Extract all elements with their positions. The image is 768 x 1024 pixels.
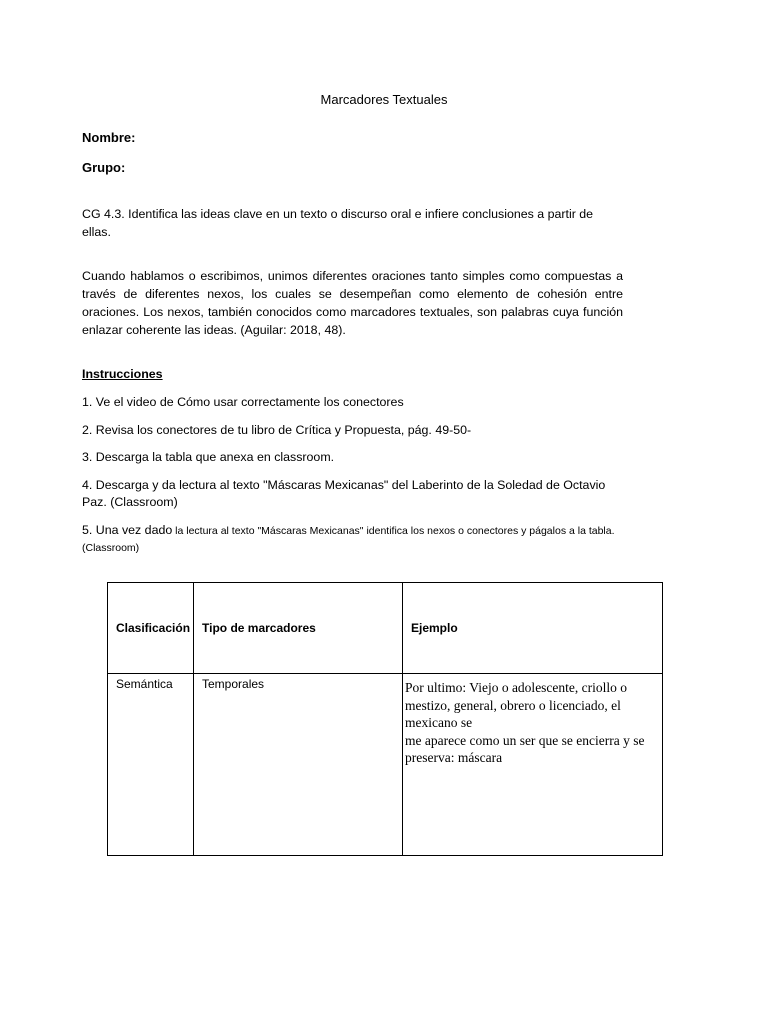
instruction-4: 4. Descarga y da lectura al texto "Máscaras Mexicanas" del Laberinto de la Soledad de Octavio Paz. (Classroom) bbox=[82, 478, 606, 509]
marcadores-table bbox=[107, 582, 663, 856]
intro-paragraph: Cuando hablamos o escribimos, unimos diferentes oraciones tanto simples como compuestas a través de diferentes nexos, los cuales se desempeñan como elemento de cohesión entre oraciones. Los nexos, también conocidos como marcadores textuales, son palabras cuya función enlazar coherente las ideas. (Aguilar: 2018, 48). bbox=[82, 269, 623, 337]
instruction-5 bbox=[82, 522, 627, 556]
cell-ejemplo bbox=[403, 674, 663, 856]
grupo-label: Grupo: bbox=[82, 160, 126, 175]
nombre-label: Nombre: bbox=[82, 130, 136, 145]
header-tipo: Tipo de marcadores bbox=[194, 583, 403, 674]
document-title: Marcadores Textuales bbox=[320, 92, 448, 107]
table-row bbox=[108, 674, 663, 856]
ejemplo-line-2: me aparece como un ser que se encierra y se preserva: máscara bbox=[405, 732, 645, 765]
header-clasificacion: Clasificación bbox=[108, 583, 194, 674]
competencia-text: CG 4.3. Identifica las ideas clave en un texto o discurso oral e infiere conclusiones a partir de ellas. bbox=[82, 207, 594, 239]
instruction-2: 2. Revisa los conectores de tu libro de Crítica y Propuesta, pág. 49-50- bbox=[82, 423, 472, 437]
header-ejemplo: Ejemplo bbox=[403, 583, 663, 674]
instruction-3: 3. Descarga la tabla que anexa en classroom. bbox=[82, 450, 335, 464]
ejemplo-line-1: Por ultimo: Viejo o adolescente, criollo o mestizo, general, obrero o licenciado, el mexicano se bbox=[405, 680, 628, 730]
instruction-5-rest: la lectura al texto "Máscaras Mexicanas" identifica los nexos o conectores y págalos a la tabla. (Classroom) bbox=[82, 525, 615, 554]
cell-clasificacion: Semántica bbox=[108, 674, 194, 856]
instruction-5-lead: 5. Una vez dado bbox=[82, 523, 173, 537]
instructions-heading: Instrucciones bbox=[82, 367, 163, 381]
table-header-row bbox=[108, 583, 663, 674]
cell-tipo: Temporales bbox=[194, 674, 403, 856]
instruction-1: 1. Ve el video de Cómo usar correctamente los conectores bbox=[82, 395, 404, 409]
